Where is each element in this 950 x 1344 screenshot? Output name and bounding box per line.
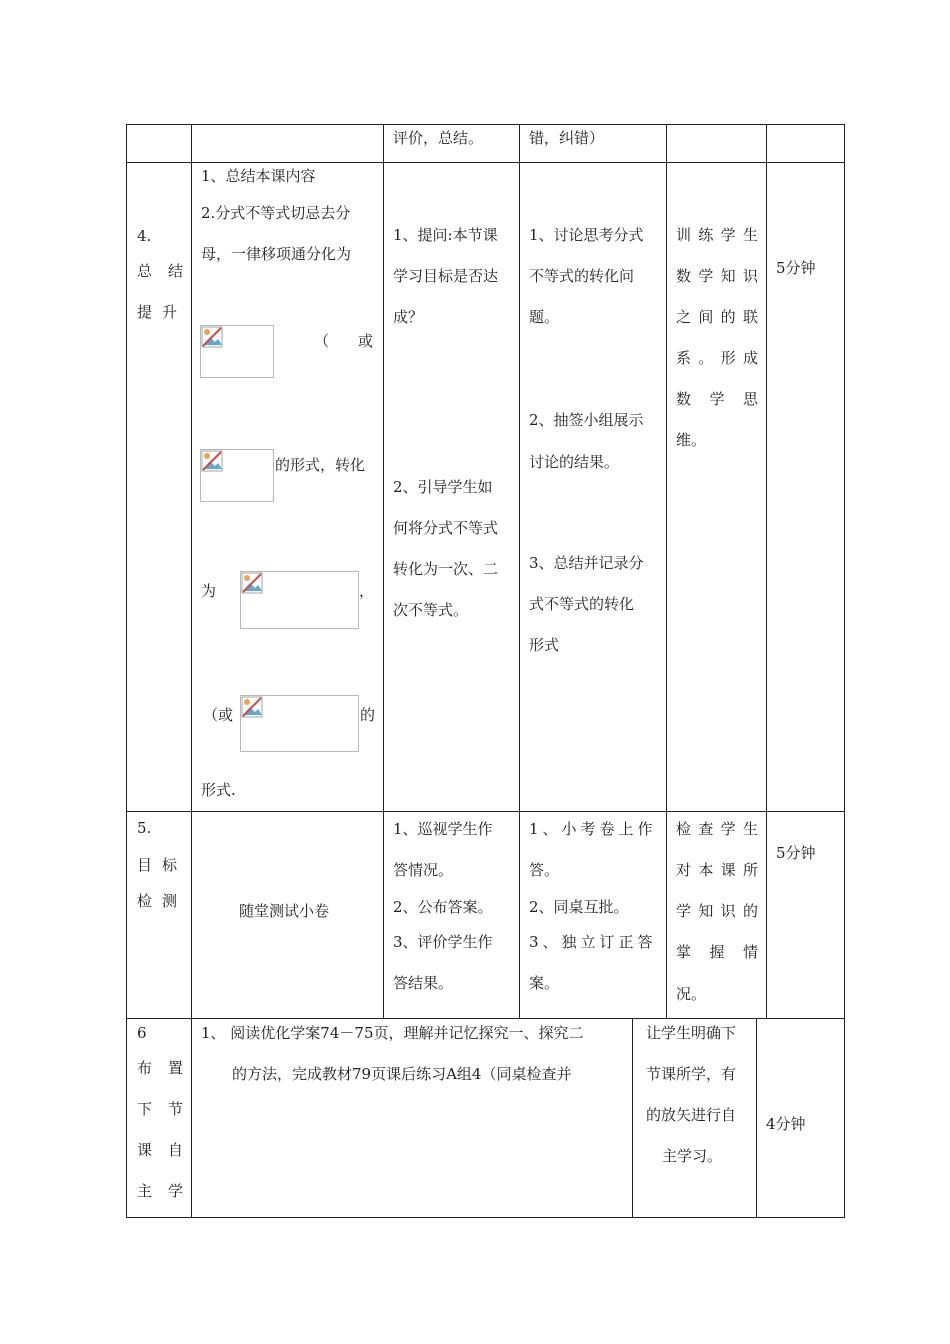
purpose-char: 握	[709, 943, 725, 961]
student-line: 1、讨论思考分式	[529, 226, 644, 244]
purpose-char: 成	[742, 349, 758, 367]
student-line: 式不等式的转化	[529, 595, 635, 613]
formula-image-placeholder	[240, 695, 359, 752]
purpose-char: 学	[720, 226, 736, 244]
purpose-line	[676, 901, 758, 921]
rule	[126, 811, 845, 812]
content-line: 1、总结本课内容	[201, 167, 316, 185]
step-char: 置	[168, 1059, 184, 1077]
purpose-line	[676, 348, 758, 368]
purpose-line	[676, 389, 758, 409]
purpose-char: 生	[742, 226, 758, 244]
or-text: 或	[358, 332, 374, 350]
purpose-line: 节课所学，有	[646, 1065, 737, 1083]
teacher-line: 2、公布答案。	[393, 898, 493, 916]
wei-text: 为	[201, 582, 217, 600]
purpose-char: 所	[742, 861, 758, 879]
purpose-char: 本	[698, 861, 714, 879]
teacher-line: 答结果。	[393, 974, 454, 992]
step-char: 下	[137, 1100, 153, 1118]
de-text: 的	[360, 706, 376, 724]
row6-time: 4分钟	[766, 1115, 806, 1133]
step-char: 课	[137, 1141, 153, 1159]
formula-image-placeholder	[240, 571, 359, 629]
purpose-char: 况。	[676, 985, 707, 1003]
teacher-line: 转化为一次、二	[393, 560, 499, 578]
content-line: 1、 阅读优化学案74－75页，理解并记忆探究一、探究二	[201, 1024, 584, 1042]
step-char: 节	[168, 1100, 184, 1118]
student-line: 题。	[529, 308, 560, 326]
purpose-char: 。	[698, 349, 714, 367]
teacher-line: 次不等式。	[393, 601, 469, 619]
step-char: 测	[162, 892, 178, 910]
purpose-char: 训	[676, 226, 692, 244]
comma-text: ，	[359, 582, 375, 600]
purpose-char: 练	[698, 226, 714, 244]
step-char: 升	[162, 303, 178, 321]
purpose-char: 掌	[676, 943, 692, 961]
rule	[126, 124, 845, 125]
student-line: 1、小考卷上作	[529, 820, 657, 838]
purpose-char: 知	[720, 267, 736, 285]
or-text: （或	[203, 706, 234, 724]
purpose-char: 课	[720, 861, 736, 879]
student-line: 形式	[529, 636, 560, 654]
step-char: 学	[168, 1182, 184, 1200]
teacher-line: 学习目标是否达	[393, 267, 499, 285]
purpose-line	[676, 860, 758, 880]
teacher-line: 答情况。	[393, 861, 454, 879]
step-char: 自	[168, 1141, 184, 1159]
step-char: 检	[137, 892, 153, 910]
row5-content: 随堂测试小卷	[239, 902, 330, 920]
rule	[844, 124, 845, 1218]
rule	[126, 1217, 845, 1218]
purpose-char: 系	[676, 349, 692, 367]
teacher-line: 1、巡视学生作	[393, 820, 493, 838]
step-char: 布	[137, 1059, 153, 1077]
teacher-line: 3、评价学生作	[393, 933, 493, 951]
purpose-line	[676, 942, 758, 962]
rule	[756, 1018, 757, 1218]
student-line: 案。	[529, 974, 560, 992]
purpose-line	[676, 225, 758, 245]
rule	[191, 124, 192, 1218]
purpose-char: 学	[720, 820, 736, 838]
rule	[666, 124, 667, 1019]
content-line: 的方法，完成教材79页课后练习A组4（同桌检查并	[232, 1065, 572, 1083]
purpose-char: 学	[709, 390, 725, 408]
row0-student-text: 错，纠错）	[529, 129, 605, 147]
teacher-line: 何将分式不等式	[393, 519, 499, 537]
content-line: 2.分式不等式切忌去分	[201, 204, 351, 222]
step-number: 6	[137, 1024, 147, 1042]
purpose-char: 的	[720, 308, 736, 326]
rule	[383, 124, 384, 1019]
rule	[519, 124, 520, 1019]
step-char: 目	[137, 856, 153, 874]
purpose-char: 识	[720, 902, 736, 920]
rule	[766, 124, 767, 1019]
student-line: 不等式的转化问	[529, 267, 635, 285]
purpose-char: 学	[676, 902, 692, 920]
step-char: 标	[162, 856, 178, 874]
purpose-char: 数	[676, 390, 692, 408]
content-line: 的形式，转化	[275, 456, 366, 474]
rule	[126, 162, 845, 163]
content-line: 形式.	[201, 781, 236, 799]
student-line: 3、独立订正答	[529, 933, 657, 951]
student-line: 2、同桌互批。	[529, 898, 629, 916]
step-number: 4.	[137, 227, 152, 245]
purpose-line: 主学习。	[662, 1147, 723, 1165]
purpose-char: 的	[742, 902, 758, 920]
step-char: 结	[168, 262, 184, 280]
content-line: 母，一律移项通分化为	[201, 245, 352, 263]
formula-image-placeholder	[200, 449, 274, 502]
purpose-char: 学	[698, 267, 714, 285]
purpose-char: 之	[676, 308, 692, 326]
step-char: 提	[137, 303, 153, 321]
teacher-line: 1、提问:本节课	[393, 226, 498, 244]
purpose-char: 思	[742, 390, 758, 408]
purpose-line	[676, 307, 758, 327]
purpose-char: 识	[742, 267, 758, 285]
purpose-char: 数	[676, 267, 692, 285]
purpose-char: 维。	[676, 431, 707, 449]
purpose-char: 检	[676, 820, 692, 838]
purpose-line: 的放矢进行自	[646, 1106, 737, 1124]
purpose-char: 生	[742, 820, 758, 838]
rule	[126, 124, 127, 1218]
purpose-char: 对	[676, 861, 692, 879]
row5-time: 5分钟	[776, 844, 816, 862]
teacher-line: 2、引导学生如	[393, 478, 493, 496]
purpose-char: 情	[742, 943, 758, 961]
row0-teacher-text: 评价，总结。	[393, 129, 484, 147]
purpose-char: 知	[698, 902, 714, 920]
purpose-char: 联	[742, 308, 758, 326]
rule	[632, 1018, 633, 1218]
student-line: 2、抽签小组展示	[529, 411, 644, 429]
purpose-line: 让学生明确下	[646, 1024, 737, 1042]
purpose-char: 间	[698, 308, 714, 326]
step-number: 5.	[137, 819, 152, 837]
rule	[126, 1018, 845, 1019]
student-line: 3、总结并记录分	[529, 554, 644, 572]
student-line: 讨论的结果。	[529, 453, 620, 471]
paren-open: （	[314, 332, 330, 350]
purpose-char: 查	[698, 820, 714, 838]
step-char: 总	[137, 262, 153, 280]
purpose-line	[676, 266, 758, 286]
teacher-line: 成？	[393, 308, 424, 326]
purpose-char: 形	[720, 349, 736, 367]
formula-image-placeholder	[200, 325, 274, 378]
purpose-line	[676, 819, 758, 839]
row4-time: 5分钟	[776, 259, 816, 277]
student-line: 答。	[529, 861, 560, 879]
step-char: 主	[137, 1182, 153, 1200]
